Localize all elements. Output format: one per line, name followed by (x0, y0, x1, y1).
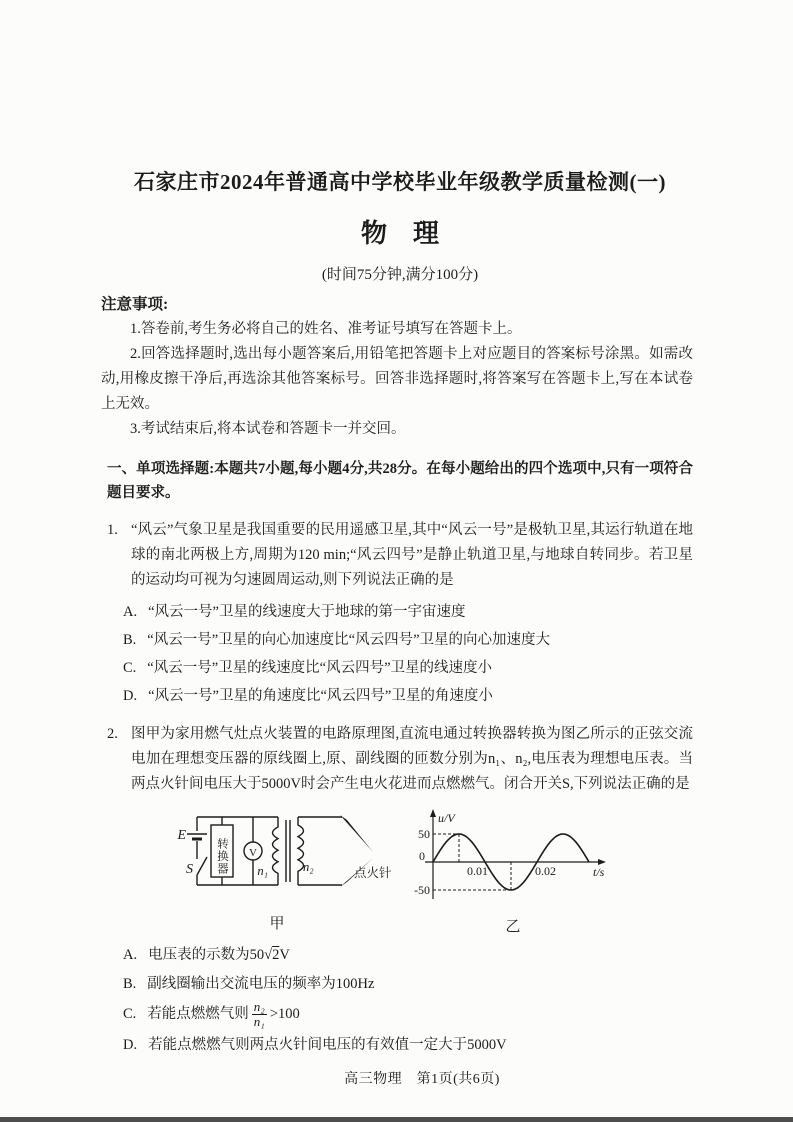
y-tick-0: 0 (419, 849, 425, 863)
subject-title: 物 理 (360, 219, 439, 248)
option-1c: C. “风云一号”卫星的线速度比“风云四号”卫星的线速度小 (123, 660, 493, 676)
spark-needle-top (340, 815, 373, 852)
needle-label: 点火针 (354, 866, 392, 880)
voltmeter-icon: V (249, 847, 257, 859)
circuit-figure (155, 807, 399, 933)
notice-item-2: 2.回答选择题时,选出每小题答案后,用铅笔把答题卡上对应题目的答案标号涂黑。如需改动,用橡皮擦干净后,再选涂其他答案标号。回答非选择题时,将答案写在答题卡上,写在本试卷上无效。 (101, 346, 693, 412)
option-1d: D. “风云一号”卫星的角速度比“风云四号”卫星的角速度小 (123, 688, 493, 704)
circuit-caption: 甲 (269, 916, 285, 932)
turns-ratio-fraction: $\frac{\text{n₂}}{\text{n₁}}$ (253, 999, 265, 1030)
notice-heading: 注意事项: (101, 296, 169, 313)
question-1 (107, 518, 693, 593)
secondary-coil-label: n₂ (303, 860, 314, 874)
x-tick-002: 0.02 (535, 864, 556, 878)
primary-coil-label: n₁ (257, 864, 268, 878)
option-2a: A. 电压表的示数为50√2V (123, 947, 290, 963)
question-2-options (107, 942, 693, 1059)
y-axis-arrow (430, 809, 436, 817)
exam-info: (时间75分钟,满分100分) (321, 267, 479, 283)
graph-figure (411, 807, 615, 936)
question-1-number: 1. (107, 522, 118, 538)
graph-caption: 乙 (505, 919, 521, 935)
x-tick-001: 0.01 (467, 864, 488, 878)
notice-item-3: 3.考试结束后,将本试卷和答题卡一并交回。 (130, 421, 406, 437)
question-2-number: 2. (107, 726, 118, 742)
scan-edge-bar (0, 1117, 793, 1122)
option-2c: C. 若能点燃燃气则 $\frac{\text{n₂}}{\text{n₁}}$ >100 (123, 999, 300, 1030)
switch-label: S (186, 862, 193, 877)
converter-label: 转换器 (216, 837, 228, 875)
y-tick-50: 50 (418, 827, 430, 841)
y-axis-label: u/V (438, 811, 455, 825)
sqrt-radicand: 2 (272, 947, 280, 963)
section-heading: 一、单项选择题:本题共7小题,每小题4分,共28分。在每小题给出的四个选项中,只有一项符合题目要求。 (107, 461, 693, 501)
option-1a: A. “风云一号”卫星的线速度大于地球的第一宇宙速度 (123, 604, 466, 620)
option-1b: B. “风云一号”卫星的向心加速度比“风云四号”卫星的向心加速度大 (123, 632, 551, 648)
question-2-figures (155, 807, 693, 936)
exam-title: 石家庄市2024年普通高中学校毕业年级教学质量检测(一) (134, 170, 666, 194)
x-axis-label: t/s (593, 865, 605, 879)
notice-item-1: 1.答卷前,考生务必将自己的姓名、准考证号填写在答题卡上。 (130, 321, 522, 337)
circuit-diagram (155, 807, 399, 899)
page-footer: 高三物理 第1页(共6页) (344, 1071, 500, 1087)
voltage-graph (411, 807, 615, 902)
option-2d: D. 若能点燃燃气则两点火针间电压的有效值一定大于5000V (123, 1036, 507, 1053)
sqrt-sign: √ (264, 947, 273, 963)
option-2b: B. 副线圈输出交流电压的频率为100Hz (123, 976, 375, 992)
y-tick-neg50: -50 (414, 883, 430, 897)
question-1-options (107, 599, 693, 709)
question-2-text: 图甲为家用燃气灶点火装置的电路原理图,直流电通过转换器转换为图乙所示的正弦交流电加在理想变压器的原线圈上,原、副线圈的匝数分别为n₁、n₂,电压表为理想电压表。当两点火针间电压大于5000V时会产生电火花进而点燃燃气。闭合开关S,下列说法正确的是 (131, 726, 693, 792)
battery-label: E (177, 828, 186, 843)
question-2 (107, 722, 693, 797)
question-1-text: “风云”气象卫星是我国重要的民用遥感卫星,其中“风云一号”是极轨卫星,其运行轨道在地球的南北两极上方,周期为120 min;“风云四号”是静止轨道卫星,与地球自转同步。若卫星的运动均可视为匀速圆周运动,则下列说法正确的是 (131, 522, 693, 588)
